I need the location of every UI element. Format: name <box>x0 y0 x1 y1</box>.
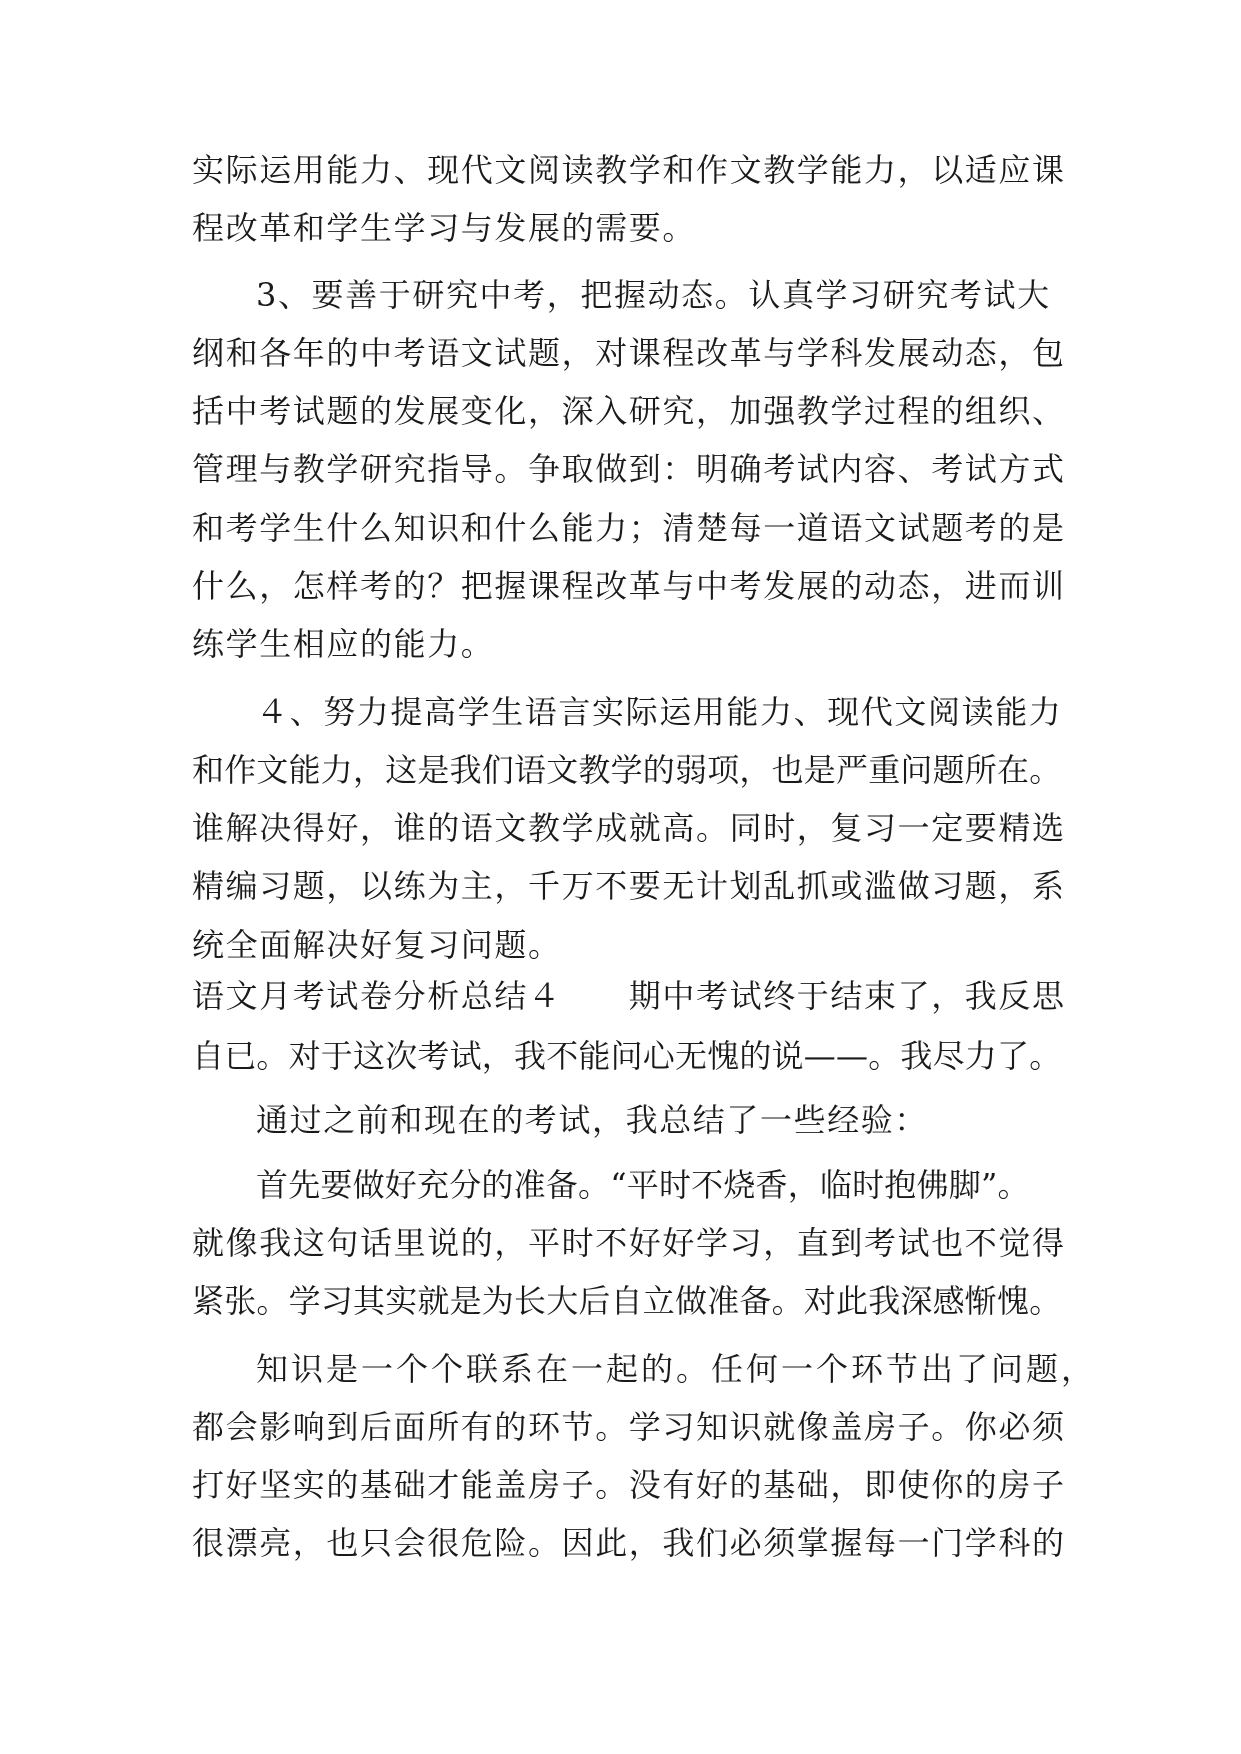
text-line: 首先要做好充分的准备。“平时不烧香，临时抱佛脚”。 <box>256 1166 1030 1204</box>
text-line: 管理与教学研究指导。争取做到：明确考试内容、考试方式 <box>192 450 1066 488</box>
text-line: 语文月考试卷分析总结４ 期中考试终于结束了，我反思 <box>192 977 1066 1015</box>
text-line: 程改革和学生学习与发展的需要。 <box>192 209 697 247</box>
text-line: 纲和各年的中考语文试题，对课程改革与学科发展动态，包 <box>192 334 1066 372</box>
text-line: 自已。对于这次考试，我不能问心无愧的说——。我尽力了。 <box>192 1037 1062 1075</box>
text-line: 统全面解决好复习问题。 <box>192 926 562 964</box>
text-line: 实际运用能力、现代文阅读教学和作文教学能力，以适应课 <box>192 151 1066 189</box>
text-line: ４、努力提高学生语言实际运用能力、现代文阅读能力 <box>256 693 1063 731</box>
text-line: 和考学生什么知识和什么能力；清楚每一道语文试题考的是 <box>192 509 1066 547</box>
text-line: 紧张。学习其实就是为长大后自立做准备。对此我深感惭愧。 <box>192 1282 1062 1320</box>
text-line: 很漂亮，也只会很危险。因此，我们必须掌握每一门学科的 <box>192 1524 1066 1562</box>
text-line: 都会影响到后面所有的环节。学习知识就像盖房子。你必须 <box>192 1408 1066 1446</box>
text-line: 精编习题，以练为主，千万不要无计划乱抓或滥做习题，系 <box>192 867 1066 905</box>
text-line: 就像我这句话里说的，平时不好好学习，直到考试也不觉得 <box>192 1224 1066 1262</box>
text-line: 通过之前和现在的考试，我总结了一些经验： <box>256 1101 929 1139</box>
text-line: 练学生相应的能力。 <box>192 625 495 663</box>
text-line: 3、要善于研究中考，把握动态。认真学习研究考试大 <box>256 276 1051 314</box>
text-line: 什么，怎样考的？把握课程改革与中考发展的动态，进而训 <box>192 567 1066 605</box>
text-line: 打好坚实的基础才能盖房子。没有好的基础，即使你的房子 <box>192 1466 1066 1504</box>
text-line: 括中考试题的发展变化，深入研究，加强教学过程的组织、 <box>192 392 1066 430</box>
text-line: 知识是一个个联系在一起的。任何一个环节出了问题， <box>256 1350 1097 1388</box>
text-line: 和作文能力，这是我们语文教学的弱项，也是严重问题所在。 <box>192 751 1062 789</box>
text-line: 谁解决得好，谁的语文教学成就高。同时，复习一定要精选 <box>192 809 1066 847</box>
